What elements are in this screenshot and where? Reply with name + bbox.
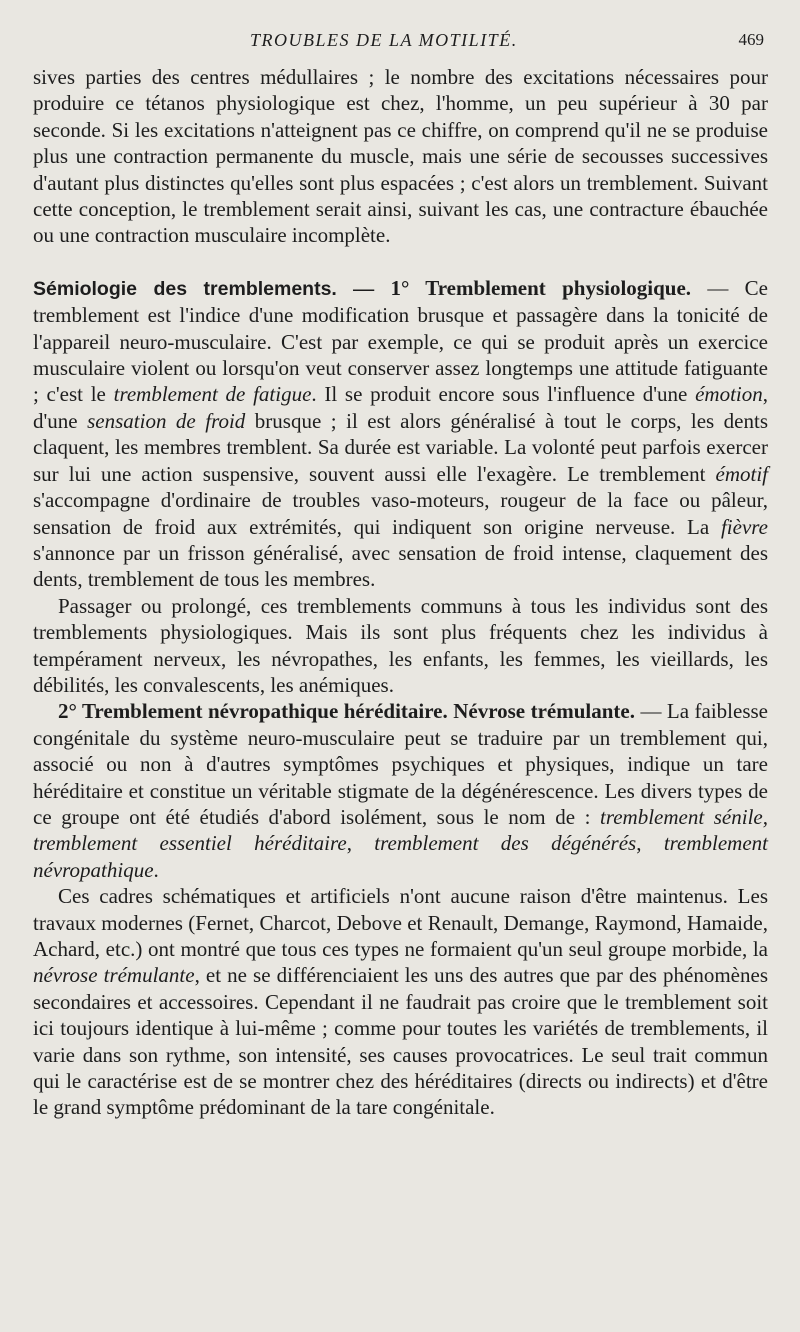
italic-term: émotion xyxy=(695,382,763,407)
page-header xyxy=(0,30,800,56)
subsection-title-nevrose: 2° Tremblement névropathique héréditaire. Névrose trémulante. xyxy=(58,699,635,724)
text-run: . xyxy=(153,857,159,882)
running-title: TROUBLES DE LA MOTILITÉ. xyxy=(250,30,518,50)
text-run: , xyxy=(346,831,375,856)
paragraph-semiologie xyxy=(33,275,768,593)
page-body xyxy=(33,64,768,1121)
text-run: , et ne se différenciaient les uns des autres que par des phénomènes secondaires et accessoires. Cependant il ne faudrait pas croire que le tremblement soit ici toujours identique à lui-même ; comme pour toutes les variétés de tremblements, il varie dans son rythme, son intensité, ses causes provocatrices. Le seul trait commun qui le caractérise est de se montrer chez des héréditaires (directs ou indirects) et d'être le grand symptôme prédominant de la tare congénitale. xyxy=(33,963,768,1120)
text-run: , d'une xyxy=(33,382,769,433)
italic-term: sensation de froid xyxy=(87,408,246,433)
text-run: — Ce tremblement est l'indice d'une modification brusque et passagère dans la tonicité de l'appareil neuro-musculaire. C'est par exemple, ce qui se produit après un exercice musculaire violent ou lorsqu'on veut conserver assez longtemps une attitude fatiguante ; c'est le xyxy=(33,275,768,407)
text-run: . Il se produit encore sous l'influence d'une xyxy=(311,382,696,407)
italic-term: tremblement de fatigue xyxy=(113,382,312,407)
text-run: , xyxy=(636,831,664,856)
italic-term: fièvre xyxy=(720,514,768,539)
text-run: — La faiblesse congénitale du système neuro-musculaire peut se traduire par un tremblement qui, associé ou non à d'autres symptômes psychiques et physiques, indique un tare héréditaire et constitue un véritable stigmate de la dégénérescence. Les divers types de ce groupe ont été étudiés d'abord isolément, sous le nom de : xyxy=(33,699,768,829)
italic-term: tremblement névropathique xyxy=(33,831,769,882)
page-number: 469 xyxy=(738,30,764,49)
paragraph-3-text: Passager ou prolongé, ces tremblements communs à tous les individus sont des tremblements physiologiques. Mais ils sont plus fréquents chez les individus à tempérament nerveux, les névropathes, les enfants, les femmes, les vieillards, les débilités, les convalescents, les anémiques. xyxy=(33,593,768,697)
italic-term: émotif xyxy=(715,461,768,486)
text-run: Ces cadres schématiques et artificiels n'ont aucune raison d'être maintenus. Les travaux modernes (Fernet, Charcot, Debove et Renault, Demange, Raymond, Hamaide, Achard, etc.) ont montré que tous ces types ne formaient qu'un seul groupe morbide, la xyxy=(33,884,768,961)
italic-term: tremblement sénile, tremblement essentiel héréditaire xyxy=(33,804,768,856)
paragraph-3 xyxy=(33,593,768,699)
italic-term: tremblement des dégénérés xyxy=(374,831,637,856)
paragraph-5 xyxy=(33,883,768,1121)
paragraph-1-text: sives parties des centres médullaires ; le nombre des excitations nécessaires pour produire ce tétanos physiologique est chez, l'homme, un peu supérieur à 30 par seconde. Si les excitations n'atteignent pas ce chiffre, on comprend qu'il ne se produise plus une contraction permanente du muscle, mais une série de secousses successives d'autant plus distinctes qu'elles sont plus espacées ; c'est alors un tremblement. Suivant cette conception, le tremblement serait ainsi, suivant les cas, une contracture ébauchée ou une contraction musculaire incomplète. xyxy=(33,65,768,248)
subsection-title-physiologique: — 1° Tremblement physiologique. xyxy=(336,275,692,300)
paragraph-nevropathique xyxy=(33,698,768,883)
paragraph-1 xyxy=(33,64,768,249)
text-run: s'accompagne d'ordinaire de troubles vaso-moteurs, rougeur de la face ou pâleur, sensation de froid aux extrémités, qui indiquent son origine nerveuse. La xyxy=(33,488,768,539)
section-title-semiologie: Sémiologie des tremblements. xyxy=(33,277,337,300)
italic-term: névrose trémulante xyxy=(33,963,195,988)
text-run: brusque ; il est alors généralisé à tout le corps, les dents claquent, les membres tremblent. Sa durée est variable. La volonté peut parfois exercer sur lui une action suspensive, souvent aussi elle l'exagère. Le tremblement xyxy=(33,408,769,486)
text-run: s'annonce par un frisson généralisé, avec sensation de froid intense, claquement des dents, tremblement de tous les membres. xyxy=(33,540,768,592)
